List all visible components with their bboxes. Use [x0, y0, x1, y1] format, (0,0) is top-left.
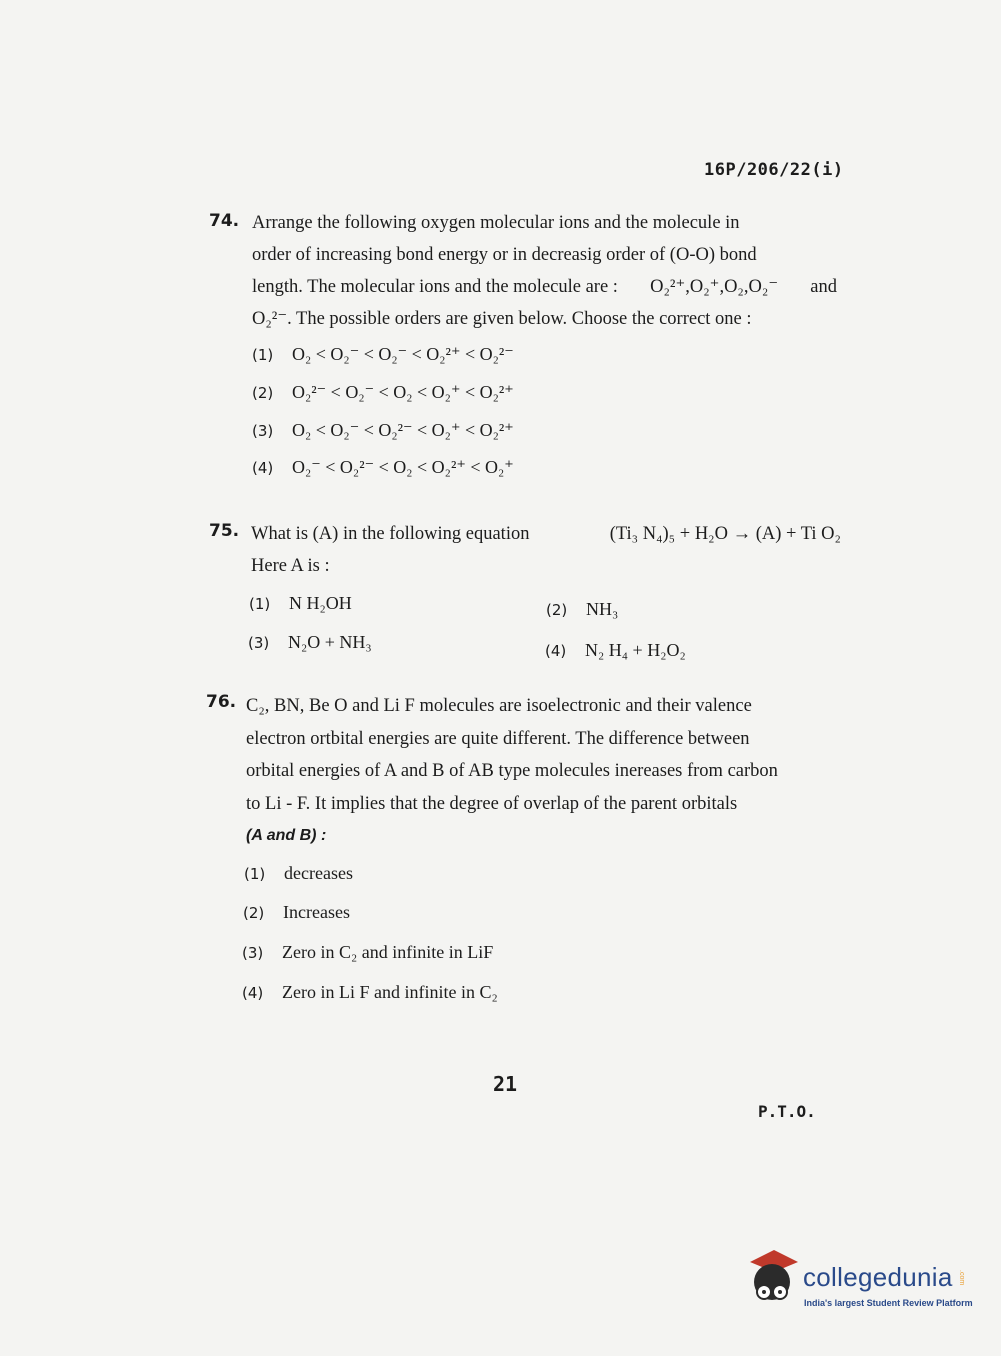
q76-text — [246, 690, 836, 853]
q75-option-2[interactable] — [546, 599, 618, 620]
brand-com: .com — [958, 1270, 965, 1286]
option-label: (2) — [546, 601, 568, 619]
q74-line3 — [252, 271, 837, 303]
q75-question: What is (A) in the following equation — [251, 524, 530, 544]
q75-line2: Here A is : — [251, 556, 330, 576]
q74-option-1[interactable] — [252, 344, 514, 365]
option-text: Increases — [283, 902, 350, 922]
option-label: (4) — [252, 459, 274, 477]
q76-option-2[interactable] — [243, 902, 350, 923]
q75-option-4[interactable] — [545, 640, 686, 661]
q74-line3-species: O₂²⁺,O₂⁺,O₂,O₂⁻ — [650, 277, 779, 297]
option-text: decreases — [284, 863, 353, 883]
option-label: (4) — [545, 642, 567, 660]
q76-option-1[interactable] — [244, 863, 353, 884]
option-text: Zero in C₂ and infinite in LiF — [282, 942, 494, 962]
q76-option-3[interactable] — [242, 942, 493, 963]
q75-line1 — [251, 518, 841, 550]
q74-option-3[interactable] — [252, 420, 514, 441]
option-text: O₂²⁻ < O₂⁻ < O₂ < O₂⁺ < O₂²⁺ — [292, 382, 514, 402]
brand-tagline: India's largest Student Review Platform — [804, 1298, 973, 1308]
q74-line3-text: length. The molecular ions and the molecule are : — [252, 277, 618, 297]
q76-line4: to Li - F. It implies that the degree of overlap of the parent orbitals — [246, 793, 738, 814]
option-text: Zero in Li F and infinite in C₂ — [282, 982, 498, 1002]
option-text: NH₃ — [586, 599, 619, 619]
option-label: (1) — [252, 346, 274, 364]
q74-line1: Arrange the following oxygen molecular ions and the molecule in — [252, 213, 740, 233]
q74-text — [252, 207, 837, 335]
q74-line3-and: and — [810, 277, 837, 297]
q76-option-4[interactable] — [242, 982, 498, 1003]
q74-line4: O₂²⁻. The possible orders are given below. Choose the correct one : — [252, 309, 752, 329]
q75-number: 75. — [209, 521, 240, 541]
option-text: O₂⁻ < O₂²⁻ < O₂ < O₂²⁺ < O₂⁺ — [292, 457, 514, 477]
q76-number: 76. — [206, 692, 237, 712]
q76-line1: C₂, BN, Be O and Li F molecules are isoelectronic and their valence — [246, 696, 752, 716]
q75-option-1[interactable] — [249, 593, 352, 614]
option-label: (1) — [249, 595, 271, 613]
q75-option-3[interactable] — [248, 632, 372, 653]
option-text: O₂ < O₂⁻ < O₂⁻ < O₂²⁺ < O₂²⁻ — [292, 344, 514, 364]
q74-number: 74. — [209, 211, 240, 231]
option-label: (3) — [248, 634, 270, 652]
option-label: (3) — [252, 422, 274, 440]
brand-logo-text: collegedunia — [803, 1262, 953, 1292]
option-label: (3) — [242, 944, 264, 962]
page-number: 21 — [493, 1072, 518, 1096]
paper-code: 16P/206/22(i) — [704, 160, 844, 180]
q75-text — [251, 518, 841, 582]
q76-line3: orbital energies of A and B of AB type molecules inereases from carbon — [246, 761, 778, 781]
option-text: N₂O + NH₃ — [288, 632, 372, 652]
q76-line5: (A and B) : — [246, 827, 327, 844]
option-text: N₂ H₄ + H₂O₂ — [585, 640, 686, 660]
q76-line2: electron ortbital energies are quite different. The difference between — [246, 728, 750, 749]
option-text: O₂ < O₂⁻ < O₂²⁻ < O₂⁺ < O₂²⁺ — [292, 420, 514, 440]
option-label: (4) — [242, 984, 264, 1002]
mascot-icon — [742, 1248, 802, 1312]
q74-line2: order of increasing bond energy or in decreasig order of (O-O) bond — [252, 245, 757, 265]
q75-equation: (Ti₃ N₄)₅ + H₂O → (A) + Ti O₂ — [609, 524, 841, 544]
option-label: (1) — [244, 865, 266, 883]
option-text: N H₂OH — [289, 593, 352, 613]
option-label: (2) — [243, 904, 265, 922]
option-label: (2) — [252, 384, 274, 402]
pto-label: P.T.O. — [758, 1102, 816, 1121]
q74-option-4[interactable] — [252, 457, 514, 478]
q74-option-2[interactable] — [252, 382, 514, 403]
